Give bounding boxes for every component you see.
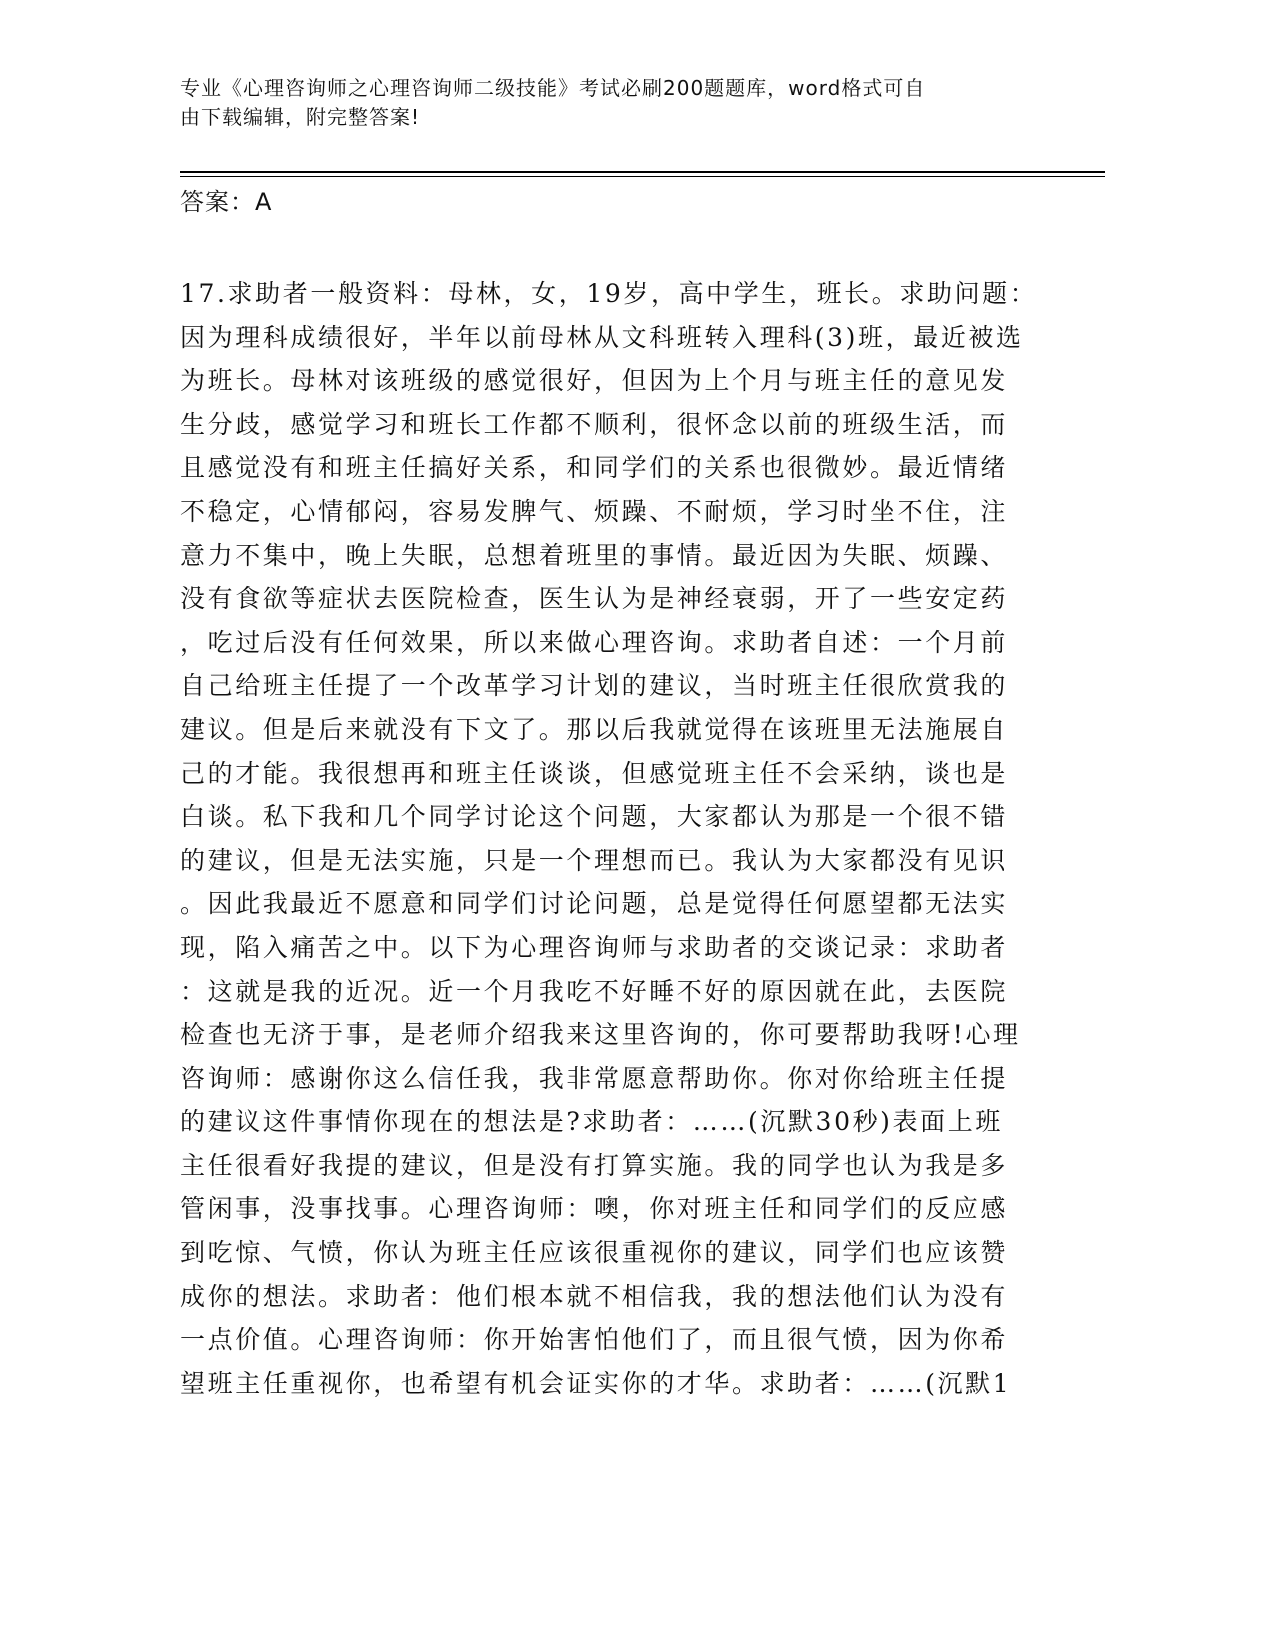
question-line: 的建议，但是无法实施，只是一个理想而已。我认为大家都没有见识 xyxy=(180,845,1009,875)
question-line: 生分歧，感觉学习和班长工作都不顺利，很怀念以前的班级生活，而 xyxy=(180,409,1009,439)
question-line: 自己给班主任提了一个改革学习计划的建议，当时班主任很欣赏我的 xyxy=(180,671,1009,701)
question-line: 因为理科成绩很好，半年以前母林从文科班转入理科(3)班，最近被选 xyxy=(180,322,1024,352)
question-line: 到吃惊、气愤，你认为班主任应该很重视你的建议，同学们也应该赞 xyxy=(180,1238,1009,1268)
question-line: 成你的想法。求助者：他们根本就不相信我，我的想法他们认为没有 xyxy=(180,1281,1009,1311)
question-line: 管闲事，没事找事。心理咨询师：噢，你对班主任和同学们的反应感 xyxy=(180,1194,1009,1224)
question-line: 建议。但是后来就没有下文了。那以后我就觉得在该班里无法施展自 xyxy=(180,714,1009,744)
question-line: 意力不集中，晚上失眠，总想着班里的事情。最近因为失眠、烦躁、 xyxy=(180,540,1009,570)
question-line: 为班长。母林对该班级的感觉很好，但因为上个月与班主任的意见发 xyxy=(180,366,1009,396)
question-line: 白谈。私下我和几个同学讨论这个问题，大家都认为那是一个很不错 xyxy=(180,802,1009,832)
question-line: 咨询师：感谢你这么信任我，我非常愿意帮助你。你对你给班主任提 xyxy=(180,1063,1009,1093)
question-line: 且感觉没有和班主任搞好关系，和同学们的关系也很微妙。最近情绪 xyxy=(180,453,1009,483)
question-line: 17.求助者一般资料：母林，女，19岁，高中学生，班长。求助问题： xyxy=(180,279,1038,308)
document-header xyxy=(180,74,1040,132)
header-divider xyxy=(180,171,1105,173)
question-17-text xyxy=(180,272,1038,1405)
header-line: 专业《心理咨询师之心理咨询师二级技能》考试必刷200题题库，word格式可自 xyxy=(180,76,926,100)
question-line: ：这就是我的近况。近一个月我吃不好睡不好的原因就在此，去医院 xyxy=(180,976,1009,1006)
question-line: 不稳定，心情郁闷，容易发脾气、烦躁、不耐烦，学习时坐不住，注 xyxy=(180,496,1009,526)
answer-label: 答案：A xyxy=(180,188,273,216)
header-divider-thin xyxy=(180,176,1105,177)
question-line: 己的才能。我很想再和班主任谈谈，但感觉班主任不会采纳，谈也是 xyxy=(180,758,1009,788)
question-line: 。因此我最近不愿意和同学们讨论问题，总是觉得任何愿望都无法实 xyxy=(180,889,1009,919)
question-line: 现，陷入痛苦之中。以下为心理咨询师与求助者的交谈记录：求助者 xyxy=(180,932,1009,962)
question-line: 一点价值。心理咨询师：你开始害怕他们了，而且很气愤，因为你希 xyxy=(180,1325,1009,1355)
header-line: 由下载编辑，附完整答案! xyxy=(180,105,421,129)
question-line: 主任很看好我提的建议，但是没有打算实施。我的同学也认为我是多 xyxy=(180,1150,1009,1180)
question-line: ，吃过后没有任何效果，所以来做心理咨询。求助者自述：一个月前 xyxy=(180,627,1009,657)
question-line: 检查也无济于事，是老师介绍我来这里咨询的，你可要帮助我呀!心理 xyxy=(180,1020,1021,1050)
question-line: 望班主任重视你，也希望有机会证实你的才华。求助者：……(沉默1 xyxy=(180,1368,1012,1398)
question-line: 的建议这件事情你现在的想法是?求助者：……(沉默30秒)表面上班 xyxy=(180,1107,1003,1137)
question-line: 没有食欲等症状去医院检查，医生认为是神经衰弱，开了一些安定药 xyxy=(180,584,1009,614)
